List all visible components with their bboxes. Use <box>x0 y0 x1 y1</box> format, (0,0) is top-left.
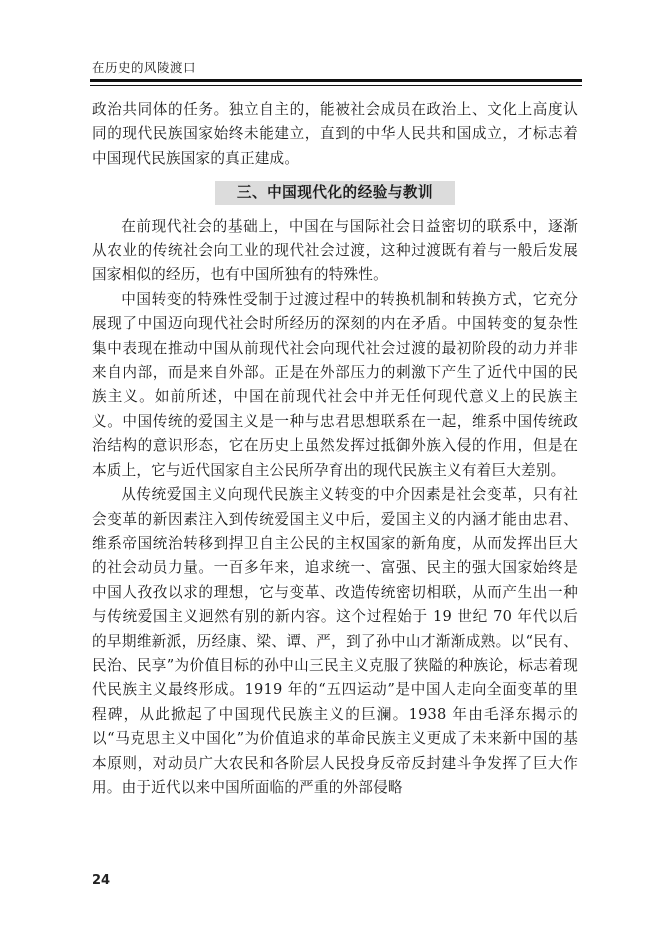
page-body <box>92 98 578 800</box>
paragraph-4: 从传统爱国主义向现代民族主义转变的中介因素是社会变革，只有社会变革的新因素注入到传统爱国主义中后，爱国主义的内涵才能由忠君、维系帝国统治转移到捍卫自主公民的主权国家的新角度，从而发挥出巨大的社会动员力量。一百多年来，追求统一、富强、民主的强大国家始终是中国人孜孜以求的理想，它与变革、改造传统密切相联，从而产生出一种与传统爱国主义迥然有别的新内容。这个过程始于 19 世纪 70 年代以后的早期维新派，历经康、梁、谭、严，到了孙中山才渐渐成熟。以“民有、民治、民享”为价值目标的孙中山三民主义克服了狭隘的种族论，标志着现代民族主义最终形成。1919 年的“五四运动”是中国人走向全面变革的里程碑，从此掀起了中国现代民族主义的巨澜。1938 年由毛泽东揭示的以“马克思主义中国化”为价值追求的革命民族主义更成了未来新中国的基本原则，对动员广大农民和各阶层人民投身反帝反封建斗争发挥了巨大作用。由于近代以来中国所面临的严重的外部侵略 <box>92 486 578 796</box>
section-heading <box>92 181 578 205</box>
paragraph-2: 在前现代社会的基础上，中国在与国际社会日益密切的联系中，逐渐从农业的传统社会向工业的现代社会过渡，这种过渡既有着与一般后发展国家相似的经历，也有中国所独有的特殊性。 <box>92 217 578 284</box>
section-heading-text: 三、中国现代化的经验与教训 <box>215 181 455 205</box>
header-rule-thin <box>90 85 582 86</box>
header-rule-thick <box>90 79 582 82</box>
paragraph-3: 中国转变的特殊性受制于过渡过程中的转换机制和转换方式，它充分展现了中国迈向现代社会时所经历的深刻的内在矛盾。中国转变的复杂性集中表现在推动中国从前现代社会向现代社会过渡的最初阶段的动力并非来自内部，而是来自外部。正是在外部压力的刺激下产生了近代中国的民族主义。如前所述，中国在前现代社会中并无任何现代意义上的民族主义。中国传统的爱国主义是一种与忠君思想联系在一起，维系中国传统政治结构的意识形态，它在历史上虽然发挥过抵御外族入侵的作用，但是在本质上，它与近代国家自主公民所孕育出的现代民族主义有着巨大差别。 <box>92 290 578 479</box>
paragraph-continuation: 政治共同体的任务。独立自主的，能被社会成员在政治上、文化上高度认同的现代民族国家始终未能建立，直到的中华人民共和国成立，才标志着中国现代民族国家的真正建成。 <box>92 101 578 167</box>
running-header-title: 在历史的风陵渡口 <box>92 60 197 75</box>
page-number: 24 <box>92 873 111 888</box>
